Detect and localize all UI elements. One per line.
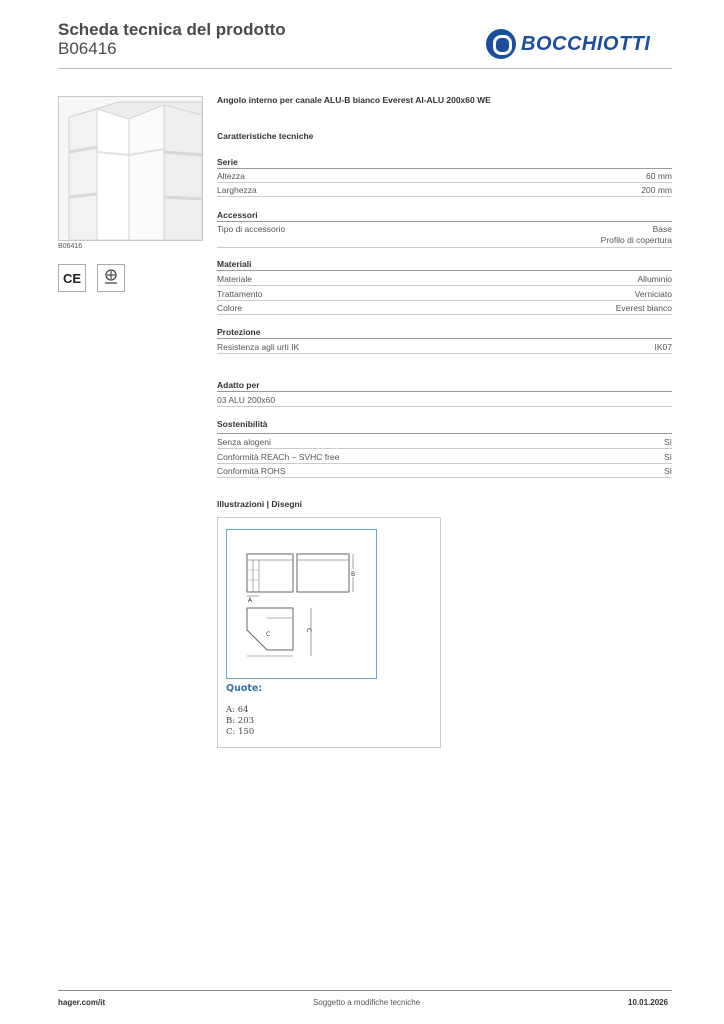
section-sostenibilita: Sostenibilità bbox=[217, 419, 268, 429]
section-protezione: Protezione bbox=[217, 327, 261, 337]
spec-label: Tipo di accessorio bbox=[217, 224, 286, 234]
spec-label: Senza alogeni bbox=[217, 437, 271, 447]
divider bbox=[217, 182, 672, 183]
spec-label: Larghezza bbox=[217, 185, 257, 195]
spec-value: 60 mm bbox=[646, 171, 672, 181]
divider bbox=[217, 338, 672, 339]
dim-label-a: A bbox=[248, 597, 253, 604]
section-serie: Serie bbox=[217, 157, 238, 167]
spec-label: Materiale bbox=[217, 274, 252, 284]
page-title: Scheda tecnica del prodotto bbox=[58, 20, 286, 39]
divider bbox=[217, 433, 672, 434]
brand-name: BOCCHIOTTI bbox=[521, 32, 651, 55]
dim-label-b: B bbox=[351, 571, 356, 578]
spec-row bbox=[217, 224, 672, 246]
technical-drawing bbox=[217, 517, 441, 748]
spec-label: Trattamento bbox=[217, 289, 263, 299]
divider bbox=[217, 477, 672, 478]
spec-label: Conformità REACh – SVHC free bbox=[217, 452, 340, 462]
quality-mark-icon bbox=[97, 264, 125, 292]
spec-value: Profilo di copertura bbox=[600, 235, 672, 245]
divider bbox=[217, 300, 672, 301]
footer-date: 10.01.2026 bbox=[628, 998, 669, 1007]
image-caption: B06416 bbox=[58, 243, 83, 250]
dim-label-c: C bbox=[266, 631, 271, 638]
spec-value: IK07 bbox=[654, 342, 672, 352]
spec-value: Sì bbox=[663, 466, 672, 476]
footer-notice: Soggetto a modifiche tecniche bbox=[313, 998, 421, 1007]
quote-line: B: 203 bbox=[226, 716, 255, 726]
section-adatto: Adatto per bbox=[217, 380, 260, 390]
divider bbox=[217, 314, 672, 315]
footer-divider bbox=[58, 990, 672, 991]
divider bbox=[217, 406, 672, 407]
spec-label: Colore bbox=[217, 303, 243, 313]
divider bbox=[217, 463, 672, 464]
spec-label: Altezza bbox=[217, 171, 245, 181]
spec-label: 03 ALU 200x60 bbox=[217, 395, 276, 405]
spec-value: Alluminio bbox=[637, 274, 672, 284]
quote-title: Quote: bbox=[226, 683, 263, 694]
divider bbox=[217, 221, 672, 222]
spec-value: Sì bbox=[663, 437, 672, 447]
divider bbox=[217, 247, 672, 248]
header-divider bbox=[58, 68, 672, 69]
section-illustrazioni: Illustrazioni | Disegni bbox=[217, 499, 303, 509]
divider bbox=[217, 391, 672, 392]
spec-label: Resistenza agli urti IK bbox=[217, 342, 300, 352]
divider bbox=[217, 168, 672, 169]
quote-line: A: 64 bbox=[226, 705, 249, 715]
ce-mark: CE bbox=[58, 264, 86, 292]
spec-value: Verniciato bbox=[634, 289, 672, 299]
product-title: Angolo interno per canale ALU-B bianco Everest AI-ALU 200x60 WE bbox=[217, 95, 491, 105]
quote-line: C: 150 bbox=[226, 727, 255, 737]
product-code: B06416 bbox=[58, 39, 117, 58]
spec-value: Base bbox=[652, 224, 672, 234]
section-technical: Caratteristiche tecniche bbox=[217, 131, 314, 141]
divider bbox=[217, 270, 672, 271]
divider bbox=[217, 353, 672, 354]
spec-label: Conformità ROHS bbox=[217, 466, 286, 476]
spec-value: Everest bianco bbox=[615, 303, 672, 313]
section-materiali: Materiali bbox=[217, 259, 252, 269]
spec-value: Sì bbox=[663, 452, 672, 462]
product-image bbox=[58, 96, 203, 241]
dim-label-c-vertical: C bbox=[305, 628, 312, 633]
drawing-area bbox=[226, 529, 377, 679]
spec-value: 200 mm bbox=[641, 185, 672, 195]
divider bbox=[217, 448, 672, 449]
divider bbox=[217, 285, 672, 286]
section-accessori: Accessori bbox=[217, 210, 258, 220]
brand-logo bbox=[486, 28, 650, 60]
footer-website: hager.com/it bbox=[58, 998, 106, 1007]
divider bbox=[217, 196, 672, 197]
brand-logo-icon bbox=[486, 29, 516, 59]
